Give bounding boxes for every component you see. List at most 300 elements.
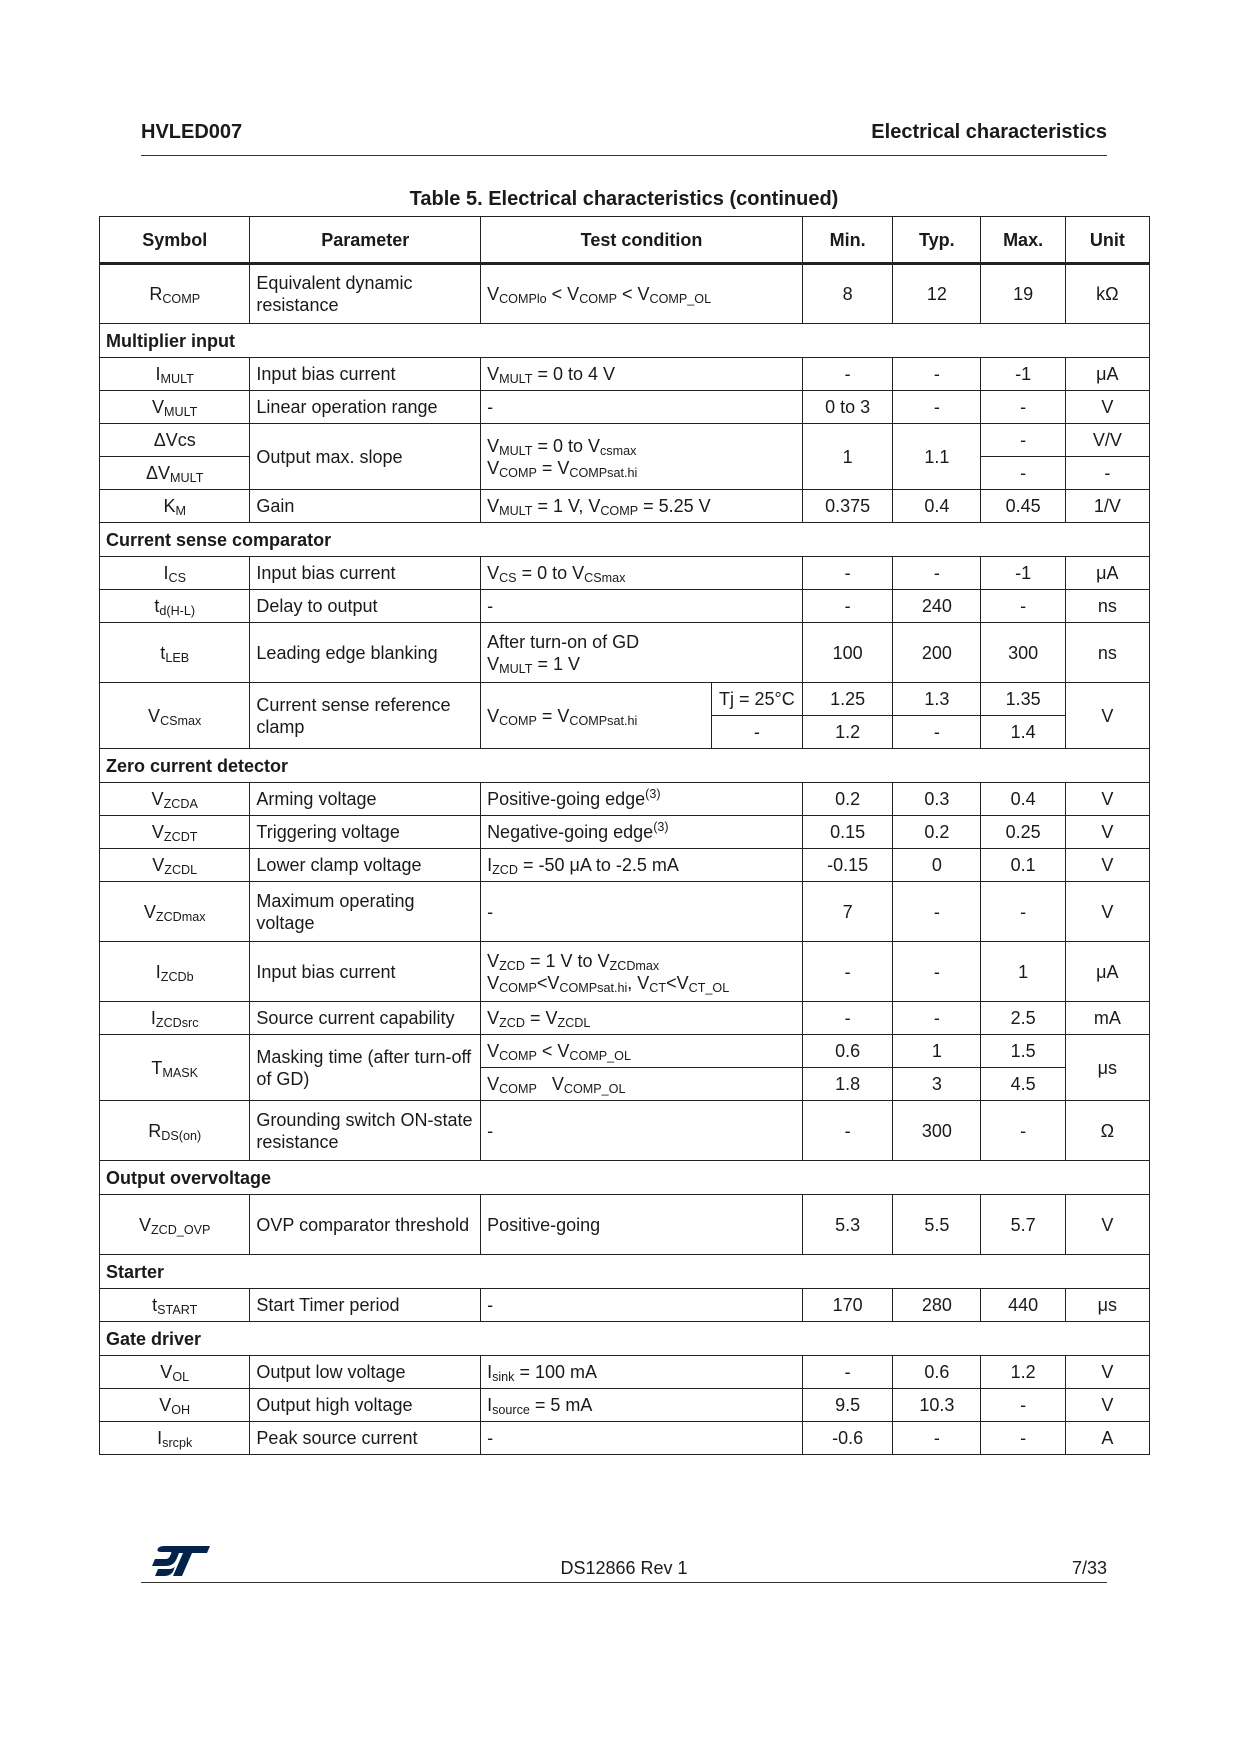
- unit-cell: -: [1065, 457, 1149, 490]
- typ-cell: 0.6: [893, 1356, 981, 1389]
- parameter-cell: Input bias current: [250, 358, 481, 391]
- cond-text: V: [487, 435, 500, 456]
- unit-cell: V: [1065, 882, 1149, 942]
- unit-cell: V: [1065, 1356, 1149, 1389]
- symbol-subscript: d(H-L): [159, 604, 196, 618]
- cond-text: V: [487, 364, 500, 384]
- typ-cell: 280: [893, 1289, 981, 1322]
- cond-text: , V: [627, 972, 650, 993]
- min-cell: 1.2: [802, 716, 892, 749]
- unit-cell: ns: [1065, 590, 1149, 623]
- cond-text: V: [487, 1008, 500, 1028]
- condition-cell: [481, 264, 803, 324]
- cond-sub: MULT: [499, 661, 533, 676]
- typ-cell: -: [893, 391, 981, 424]
- condition-cell: [481, 816, 803, 849]
- min-cell: 0.15: [802, 816, 892, 849]
- section-row: [100, 523, 1150, 557]
- section-row: [100, 1161, 1150, 1195]
- max-cell: 1.5: [981, 1035, 1065, 1068]
- min-cell: -: [802, 358, 892, 391]
- symbol-subscript: CS: [168, 571, 186, 585]
- symbol-cell: [100, 1195, 250, 1255]
- symbol-text: R: [149, 284, 163, 304]
- min-cell: 0.6: [802, 1035, 892, 1068]
- symbol-text: ΔV: [146, 463, 171, 483]
- symbol-subscript: ZCDmax: [155, 909, 206, 924]
- max-cell: -: [981, 1389, 1065, 1422]
- min-cell: 170: [802, 1289, 892, 1322]
- symbol-cell: [100, 590, 250, 623]
- symbol-subscript: START: [157, 1303, 198, 1317]
- symbol-text: I: [150, 1008, 156, 1028]
- cond-sub: MULT: [499, 372, 533, 386]
- cond-sub: source: [492, 1403, 530, 1417]
- parameter-cell: Peak source current: [250, 1422, 481, 1455]
- unit-cell: A: [1065, 1422, 1149, 1455]
- max-cell: -: [981, 590, 1065, 623]
- min-cell: 7: [802, 882, 892, 942]
- min-cell: -: [802, 942, 892, 1002]
- typ-cell: 12: [893, 264, 981, 324]
- unit-cell: V: [1065, 1389, 1149, 1422]
- cond-line: [487, 653, 796, 675]
- min-cell: -: [802, 1356, 892, 1389]
- typ-cell: 1: [893, 1035, 981, 1068]
- parameter-cell: Source current capability: [250, 1002, 481, 1035]
- condition-cell: [481, 358, 803, 391]
- max-cell: 440: [981, 1289, 1065, 1322]
- unit-cell: V/V: [1065, 424, 1149, 457]
- table-row: [100, 942, 1150, 1002]
- table-row: [100, 1289, 1150, 1322]
- symbol-cell: [100, 816, 250, 849]
- typ-cell: 3: [893, 1068, 981, 1101]
- condition-cell: [481, 490, 803, 523]
- cond-sub: CT: [649, 980, 667, 995]
- symbol-cell: [100, 1101, 250, 1161]
- max-cell: 1.2: [981, 1356, 1065, 1389]
- cond-sub: COMPsat.hi: [569, 465, 638, 480]
- symbol-cell: [100, 683, 250, 749]
- typ-cell: 0.4: [893, 490, 981, 523]
- tj-cell: Tj = 25°C: [711, 683, 802, 716]
- condition-cell: -: [481, 882, 803, 942]
- cond-text: = -50 μA to -2.5 mA: [517, 855, 679, 875]
- cond-text: I: [487, 855, 493, 875]
- min-cell: -: [802, 1101, 892, 1161]
- symbol-text: I: [155, 961, 161, 982]
- symbol-subscript: ZCD_OVP: [150, 1222, 211, 1237]
- cond-text: = 100 mA: [514, 1362, 598, 1382]
- footnote-ref: (3): [645, 787, 661, 801]
- condition-cell: [481, 783, 803, 816]
- min-cell: -0.6: [802, 1422, 892, 1455]
- typ-cell: 1.3: [893, 683, 981, 716]
- min-cell: 0.2: [802, 783, 892, 816]
- max-cell: -1: [981, 358, 1065, 391]
- typ-cell: 0.2: [893, 816, 981, 849]
- table-row: [100, 783, 1150, 816]
- symbol-cell: [100, 1035, 250, 1101]
- table-row: [100, 683, 1150, 716]
- cond-text: = 1 V: [532, 653, 580, 674]
- symbol-text: V: [152, 855, 165, 875]
- cond-sub: COMP: [600, 504, 639, 518]
- typ-cell: -: [893, 1002, 981, 1035]
- cond-sub: sink: [492, 1370, 515, 1384]
- min-cell: 0 to 3: [802, 391, 892, 424]
- table-header-row: [100, 217, 1150, 264]
- symbol-text: t: [160, 642, 166, 663]
- symbol-text: t: [152, 1295, 158, 1315]
- symbol-text: V: [148, 705, 161, 726]
- section-output-overvoltage: Output overvoltage: [100, 1161, 1150, 1195]
- max-cell: 0.45: [981, 490, 1065, 523]
- symbol-cell: [100, 882, 250, 942]
- page-number: 7/33: [1071, 1558, 1107, 1578]
- symbol-text: V: [160, 1362, 173, 1382]
- cond-text: V: [536, 1074, 564, 1094]
- condition-cell: [481, 849, 803, 882]
- parameter-cell: Output low voltage: [250, 1356, 481, 1389]
- cond-text: = 1 V, V: [532, 496, 601, 516]
- parameter-cell: Gain: [250, 490, 481, 523]
- symbol-subscript: CSmax: [160, 713, 202, 728]
- max-cell: -: [981, 424, 1065, 457]
- max-cell: 0.1: [981, 849, 1065, 882]
- parameter-cell: Delay to output: [250, 590, 481, 623]
- cond-sub: ZCD: [492, 863, 518, 877]
- parameter-cell: Input bias current: [250, 942, 481, 1002]
- symbol-cell: ΔVcs: [100, 424, 250, 457]
- cond-text: V: [487, 563, 500, 583]
- symbol-cell: [100, 1422, 250, 1455]
- unit-cell: μs: [1065, 1289, 1149, 1322]
- cond-text: I: [487, 1362, 493, 1382]
- unit-cell: μA: [1065, 557, 1149, 590]
- parameter-cell: Grounding switch ON-state resistance: [250, 1101, 481, 1161]
- table-row: [100, 1002, 1150, 1035]
- symbol-subscript: M: [175, 504, 186, 518]
- cond-text: = 0 to 4 V: [532, 364, 615, 384]
- cond-sub: COMP: [499, 980, 537, 995]
- cond-text: V: [487, 284, 500, 304]
- cond-sub: CS: [499, 571, 517, 585]
- max-cell: -: [981, 1101, 1065, 1161]
- cond-sub: csmax: [599, 443, 637, 458]
- cond-sub: COMP: [499, 465, 537, 480]
- unit-cell: 1/V: [1065, 490, 1149, 523]
- symbol-text: t: [154, 596, 160, 616]
- parameter-cell: OVP comparator threshold: [250, 1195, 481, 1255]
- section-title: Electrical characteristics: [871, 121, 1107, 143]
- condition-cell: [481, 942, 803, 1002]
- table-row: [100, 1101, 1150, 1161]
- cond-sub: ZCDL: [557, 1016, 591, 1030]
- cond-sub: COMP: [579, 292, 617, 306]
- cond-text: Negative-going edge: [487, 822, 654, 842]
- cond-text: = V: [536, 457, 570, 478]
- section-row: [100, 1255, 1150, 1289]
- header-rule: [141, 155, 1107, 156]
- condition-cell: -: [481, 391, 803, 424]
- symbol-cell: [100, 942, 250, 1002]
- max-cell: -: [981, 457, 1065, 490]
- max-cell: -: [981, 1422, 1065, 1455]
- unit-cell: V: [1065, 783, 1149, 816]
- parameter-cell: Masking time (after turn-off of GD): [250, 1035, 481, 1101]
- col-typ: Typ.: [893, 217, 981, 264]
- max-cell: 1.35: [981, 683, 1065, 716]
- max-cell: 2.5: [981, 1002, 1065, 1035]
- symbol-subscript: OH: [171, 1403, 191, 1417]
- min-cell: 100: [802, 623, 892, 683]
- symbol-cell: [100, 849, 250, 882]
- symbol-subscript: ZCDb: [160, 969, 194, 984]
- condition-cell: [481, 683, 712, 749]
- symbol-subscript: MULT: [160, 372, 194, 386]
- typ-cell: 200: [893, 623, 981, 683]
- min-cell: 1: [802, 424, 892, 490]
- symbol-subscript: DS(on): [161, 1128, 202, 1143]
- table-row: [100, 1195, 1150, 1255]
- symbol-cell: [100, 358, 250, 391]
- table-row: [100, 849, 1150, 882]
- max-cell: 0.4: [981, 783, 1065, 816]
- cond-text: I: [487, 1395, 493, 1415]
- min-cell: 8: [802, 264, 892, 324]
- symbol-text: I: [155, 364, 161, 384]
- col-test-condition: Test condition: [481, 217, 803, 264]
- cond-text: V: [487, 1074, 500, 1094]
- cond-text: V: [487, 1041, 500, 1061]
- min-cell: 0.375: [802, 490, 892, 523]
- symbol-text: I: [157, 1428, 163, 1448]
- cond-sub: COMP_OL: [563, 1082, 626, 1096]
- min-cell: -: [802, 590, 892, 623]
- section-starter: Starter: [100, 1255, 1150, 1289]
- typ-cell: -: [893, 882, 981, 942]
- max-cell: 4.5: [981, 1068, 1065, 1101]
- table-row: [100, 1356, 1150, 1389]
- cond-text: < V: [536, 1041, 570, 1061]
- symbol-cell: [100, 1389, 250, 1422]
- unit-cell: μs: [1065, 1035, 1149, 1101]
- unit-cell: V: [1065, 391, 1149, 424]
- cond-sub: COMPlo: [499, 292, 547, 306]
- min-cell: -: [802, 557, 892, 590]
- symbol-cell: [100, 623, 250, 683]
- parameter-cell: Current sense reference clamp: [250, 683, 481, 749]
- cond-sub: COMP: [499, 1082, 537, 1096]
- typ-cell: 1.1: [893, 424, 981, 490]
- condition-cell: [481, 1002, 803, 1035]
- typ-cell: -: [893, 942, 981, 1002]
- min-cell: 5.3: [802, 1195, 892, 1255]
- parameter-cell: Arming voltage: [250, 783, 481, 816]
- unit-cell: V: [1065, 816, 1149, 849]
- typ-cell: 5.5: [893, 1195, 981, 1255]
- tj-cell: -: [711, 716, 802, 749]
- condition-cell: [481, 1068, 803, 1101]
- parameter-cell: Output high voltage: [250, 1389, 481, 1422]
- min-cell: -0.15: [802, 849, 892, 882]
- table-row: [100, 557, 1150, 590]
- max-cell: 19: [981, 264, 1065, 324]
- symbol-subscript: LEB: [165, 650, 190, 665]
- parameter-cell: Linear operation range: [250, 391, 481, 424]
- cond-text: <V: [666, 972, 689, 993]
- cond-text: = 0 to V: [516, 563, 585, 583]
- min-cell: -: [802, 1002, 892, 1035]
- table-row: [100, 490, 1150, 523]
- symbol-text: V: [138, 1214, 151, 1235]
- cond-text: = V: [524, 1008, 558, 1028]
- section-zero-current-detector: Zero current detector: [100, 749, 1150, 783]
- cond-text: V: [487, 457, 500, 478]
- min-cell: 1.8: [802, 1068, 892, 1101]
- min-cell: 9.5: [802, 1389, 892, 1422]
- cond-sub: MULT: [499, 443, 533, 458]
- condition-cell: [481, 557, 803, 590]
- cond-sub: ZCD: [499, 958, 525, 973]
- cond-text: V: [487, 972, 500, 993]
- typ-cell: -: [893, 1422, 981, 1455]
- table-row: [100, 1389, 1150, 1422]
- section-multiplier-input: Multiplier input: [100, 324, 1150, 358]
- symbol-subscript: ZCDA: [163, 797, 198, 811]
- cond-line: [487, 972, 796, 994]
- cond-text: = 5 mA: [529, 1395, 593, 1415]
- max-cell: 1.4: [981, 716, 1065, 749]
- typ-cell: 0: [893, 849, 981, 882]
- unit-cell: V: [1065, 683, 1149, 749]
- cond-text: V: [487, 653, 500, 674]
- footnote-ref: (3): [653, 820, 669, 834]
- unit-cell: Ω: [1065, 1101, 1149, 1161]
- cond-text: V: [487, 705, 500, 726]
- table-row: [100, 1422, 1150, 1455]
- document-revision: DS12866 Rev 1: [560, 1558, 688, 1578]
- unit-cell: ns: [1065, 623, 1149, 683]
- cond-text: V: [487, 950, 500, 971]
- min-cell: 1.25: [802, 683, 892, 716]
- typ-cell: -: [893, 358, 981, 391]
- condition-cell: [481, 623, 803, 683]
- cond-text: Positive-going edge: [487, 789, 646, 809]
- col-parameter: Parameter: [250, 217, 481, 264]
- cond-text: = 1 V to V: [524, 950, 610, 971]
- footer-rule: [141, 1582, 1107, 1583]
- parameter-cell: Input bias current: [250, 557, 481, 590]
- cond-text: < V: [616, 284, 650, 304]
- cond-sub: COMPsat.hi: [559, 980, 628, 995]
- section-gate-driver: Gate driver: [100, 1322, 1150, 1356]
- cond-sub: CT_OL: [688, 980, 730, 995]
- unit-cell: mA: [1065, 1002, 1149, 1035]
- cond-sub: COMP: [499, 713, 537, 728]
- max-cell: 0.25: [981, 816, 1065, 849]
- symbol-text: V: [159, 1395, 172, 1415]
- max-cell: 300: [981, 623, 1065, 683]
- symbol-subscript: srcpk: [162, 1436, 193, 1450]
- condition-cell: Positive-going: [481, 1195, 803, 1255]
- cond-text: <V: [536, 972, 560, 993]
- symbol-text: V: [152, 397, 165, 417]
- cond-text: = V: [536, 705, 570, 726]
- parameter-cell: Leading edge blanking: [250, 623, 481, 683]
- symbol-text: T: [151, 1057, 163, 1078]
- cond-line: [487, 435, 796, 457]
- table-row: [100, 882, 1150, 942]
- unit-cell: V: [1065, 849, 1149, 882]
- symbol-text: R: [148, 1120, 162, 1141]
- section-current-sense-comparator: Current sense comparator: [100, 523, 1150, 557]
- symbol-subscript: ZCDL: [164, 863, 198, 877]
- symbol-text: V: [151, 822, 164, 842]
- condition-cell: [481, 424, 803, 490]
- condition-cell: [481, 1035, 803, 1068]
- condition-cell: -: [481, 590, 803, 623]
- table-row: [100, 264, 1150, 324]
- symbol-subscript: ZCDT: [163, 830, 198, 844]
- parameter-cell: Equivalent dynamic resistance: [250, 264, 481, 324]
- table-row: [100, 590, 1150, 623]
- symbol-subscript: MASK: [162, 1065, 199, 1080]
- cond-text: = 0 to V: [532, 435, 600, 456]
- parameter-cell: Maximum operating voltage: [250, 882, 481, 942]
- typ-cell: 10.3: [893, 1389, 981, 1422]
- max-cell: -: [981, 391, 1065, 424]
- max-cell: 5.7: [981, 1195, 1065, 1255]
- unit-cell: μA: [1065, 942, 1149, 1002]
- parameter-cell: Triggering voltage: [250, 816, 481, 849]
- document-id: HVLED007: [141, 121, 243, 143]
- cond-text: < V: [546, 284, 580, 304]
- cond-line: [487, 457, 796, 479]
- symbol-text: V: [151, 789, 164, 809]
- symbol-cell: [100, 1289, 250, 1322]
- cond-text: V: [487, 496, 500, 516]
- cond-sub: COMP_OL: [649, 292, 712, 306]
- condition-cell: -: [481, 1289, 803, 1322]
- condition-cell: [481, 1389, 803, 1422]
- table-row: [100, 358, 1150, 391]
- unit-cell: V: [1065, 1195, 1149, 1255]
- symbol-cell: [100, 783, 250, 816]
- cond-text: = 5.25 V: [638, 496, 711, 516]
- symbol-cell: [100, 557, 250, 590]
- symbol-subscript: ZCDsrc: [155, 1016, 199, 1030]
- symbol-cell: [100, 391, 250, 424]
- symbol-subscript: MULT: [170, 471, 204, 485]
- parameter-cell: Output max. slope: [250, 424, 481, 490]
- electrical-characteristics-table: [99, 216, 1150, 1455]
- col-unit: Unit: [1065, 217, 1149, 264]
- cond-sub: ZCDmax: [609, 958, 660, 973]
- unit-cell: μA: [1065, 358, 1149, 391]
- condition-cell: -: [481, 1422, 803, 1455]
- symbol-text: V: [143, 901, 156, 922]
- col-max: Max.: [981, 217, 1065, 264]
- max-cell: -1: [981, 557, 1065, 590]
- symbol-text: I: [163, 563, 169, 583]
- section-row: [100, 749, 1150, 783]
- col-min: Min.: [802, 217, 892, 264]
- table-row: [100, 424, 1150, 457]
- unit-cell: kΩ: [1065, 264, 1149, 324]
